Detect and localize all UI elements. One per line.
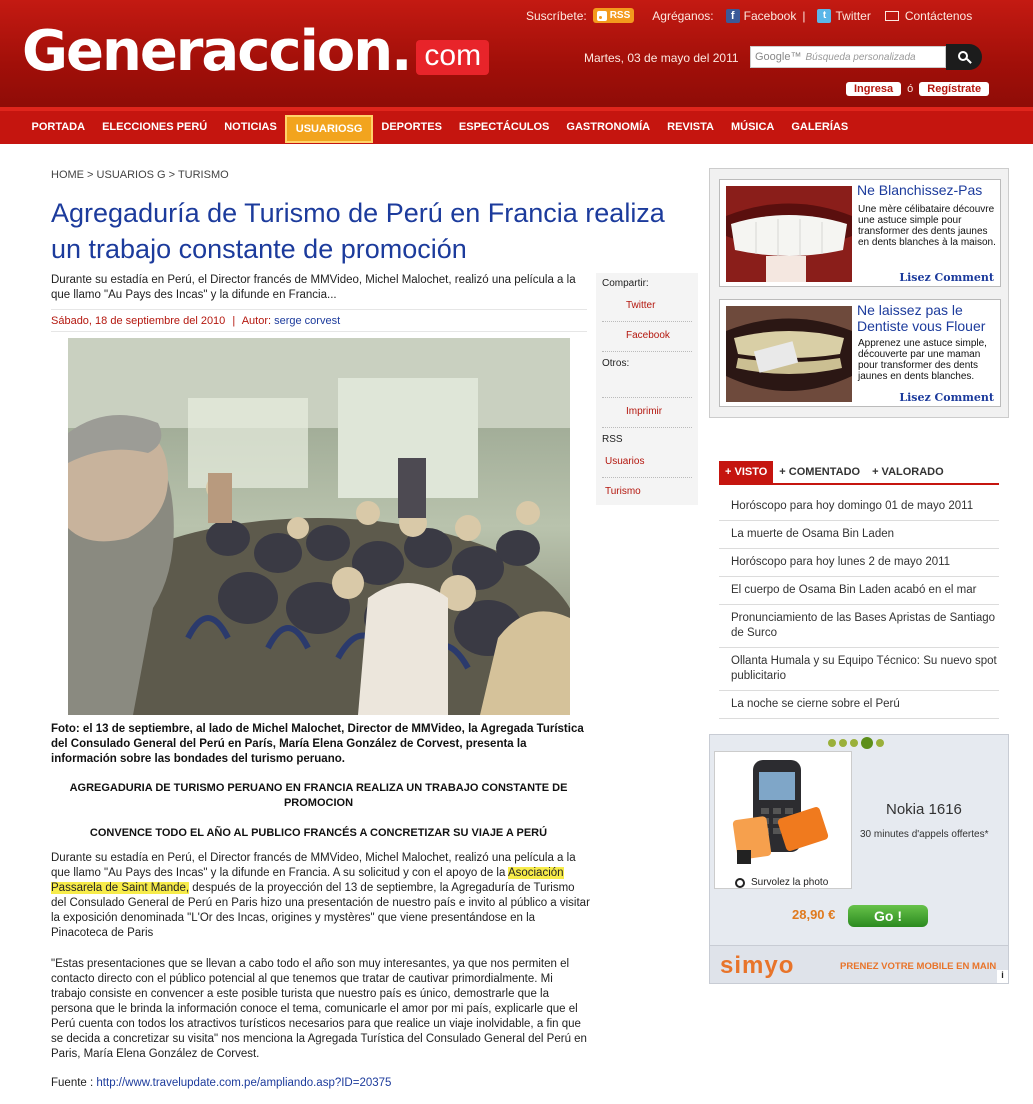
author-link[interactable]: serge corvest <box>274 315 341 327</box>
article-photo <box>68 338 570 715</box>
share-box <box>596 273 698 505</box>
zoom-icon <box>735 878 745 888</box>
tab-comentado[interactable]: + COMENTADO <box>779 465 861 478</box>
contact-label: Contáctenos <box>904 8 973 23</box>
ad-whitening[interactable] <box>719 179 1001 287</box>
ranking-tabs <box>719 460 999 485</box>
list-item[interactable]: Pronunciamiento de las Bases Apristas de Santiago de Surco <box>719 605 999 648</box>
ad-footer <box>710 945 1009 984</box>
nav-item-gastronomia[interactable]: GASTRONOMÍA <box>566 121 651 133</box>
carousel-dot[interactable] <box>839 739 847 747</box>
list-item[interactable]: La noche se cierne sobre el Perú <box>719 691 999 719</box>
main-nav <box>0 107 1033 144</box>
rss-tourism-link[interactable]: Turismo <box>605 486 641 497</box>
zoom-label: Survolez la photo <box>751 877 829 888</box>
google-label: Google™ <box>755 51 802 63</box>
list-item[interactable]: Horóscopo para hoy domingo 01 de mayo 2011 <box>719 493 999 521</box>
share-facebook-link[interactable]: Facebook <box>602 322 692 352</box>
facebook-icon: f <box>726 9 740 23</box>
logo-dot: . <box>391 19 411 84</box>
nav-item-elecciones[interactable]: ELECCIONES PERÚ <box>102 121 208 133</box>
simyo-logo: simyo <box>720 952 795 979</box>
article-lead: Durante su estadía en Perú, el Director francés de MMVideo, Michel Malochet, realizó una película a la que llamo "Au Pays des Incas" y la difunde en Francia... <box>51 274 576 301</box>
carousel-dot-active[interactable] <box>861 737 873 749</box>
share-divider <box>602 372 692 398</box>
author-label: Autor: <box>241 315 272 327</box>
site-logo[interactable] <box>22 19 489 84</box>
paragraph-1-text-a: Durante su estadía en Perú, el Director francés de MMVideo, Michel Malochet, realizó una película a la que llamo "Au Pays des Incas" y la difunde en Francia. A su solicitud y con el apoyo de la <box>51 852 576 879</box>
article-source <box>51 1077 391 1089</box>
photo-illustration <box>68 338 570 715</box>
contact-link[interactable] <box>885 9 972 23</box>
twitter-link[interactable] <box>817 9 870 23</box>
nav-item-espectaculos[interactable]: ESPECTÁCULOS <box>458 121 550 133</box>
highlighted-text: Asociación Passarela de Saint Mande, <box>51 867 564 894</box>
article-title: Agregaduría de Turismo de Perú en Francia realiza un trabajo constante de promoción <box>51 198 665 264</box>
nav-item-portada[interactable]: PORTADA <box>31 121 86 133</box>
zoom-hint <box>735 877 828 888</box>
go-button[interactable]: Go ! <box>848 905 928 927</box>
carousel-dots <box>828 739 887 749</box>
or-label: ó <box>907 83 914 95</box>
carousel-dot[interactable] <box>876 739 884 747</box>
article-paragraph-1 <box>51 851 591 941</box>
phone-image <box>714 751 852 889</box>
ad-info-icon[interactable]: i <box>997 970 1008 983</box>
others-label: Otros: <box>602 358 630 369</box>
phone-illustration <box>715 752 853 870</box>
logo-word: Generaccion <box>22 19 392 84</box>
nav-item-galerias[interactable]: GALERÍAS <box>791 121 849 133</box>
rss-button[interactable] <box>593 8 635 23</box>
rss-users-link[interactable]: Usuarios <box>602 448 692 478</box>
ad-block <box>709 168 1009 418</box>
article-paragraph-2: "Estas presentaciones que se llevan a cabo todo el año son muy interesantes, ya que nos permiten el contacto directo con el público potencial al que tenemos que tratar de cautivar primordialmente. Mi trabajo consiste en convencer a este posible turista que nuestro país es único, demostrarle que la persona que le brinda la información conoce el tema, comunicarle el amor por mi país, explicarle que el Perú cuenta con todos los atractivos turísticos necesarios para que realice un viaje inolvidable, a fin que se decida a concretizar su visita" nos menciona la Agregada Turística del Consulado General del Perú en Paris, María Elena González de Corvest. <box>51 958 587 1060</box>
facebook-link[interactable] <box>726 9 797 23</box>
top-links-bar <box>526 8 972 23</box>
ad-title: Ne laissez pas le Dentiste vous Flouer <box>857 302 986 334</box>
source-link[interactable]: http://www.travelupdate.com.pe/ampliando.asp?ID=20375 <box>96 1077 392 1089</box>
ad-cta[interactable]: Lisez Comment <box>899 271 994 284</box>
share-twitter-link[interactable]: Twitter <box>602 292 692 322</box>
logo-tld: com <box>416 40 489 75</box>
phone-price: 28,90 € <box>792 907 836 922</box>
search-icon <box>958 51 968 61</box>
subscribe-label: Suscríbete: <box>526 8 587 23</box>
phone-model: Nokia 1616 <box>886 801 962 818</box>
teeth-image <box>726 186 852 282</box>
ad-image-mouth <box>726 306 852 402</box>
article-subhead-1: AGREGADURIA DE TURISMO PERUANO EN FRANCIA REALIZA UN TRABAJO CONSTANTE DE PROMOCION <box>69 782 568 809</box>
register-button[interactable]: Regístrate <box>919 82 989 96</box>
nav-item-revista[interactable]: REVISTA <box>667 121 714 133</box>
tab-visto[interactable]: + VISTO <box>719 461 773 483</box>
current-date: Martes, 03 de mayo del 2011 <box>584 51 739 65</box>
site-header <box>0 0 1033 107</box>
rss-feeds-label: RSS <box>602 434 623 445</box>
list-item[interactable]: Horóscopo para hoy lunes 2 de mayo 2011 <box>719 549 999 577</box>
meta-separator: | <box>232 315 236 327</box>
phone-offer: 30 minutes d'appels offertes* <box>860 829 989 840</box>
list-item[interactable]: La muerte de Osama Bin Laden <box>719 521 999 549</box>
twitter-icon: t <box>817 9 831 23</box>
twitter-label: Twitter <box>835 8 871 23</box>
source-label: Fuente : <box>51 1077 94 1089</box>
ad-title: Ne Blanchissez-Pas <box>857 182 983 198</box>
paragraph-1-text-b: después de la proyección del 13 de septiembre, la Agregaduría de Turismo del Consulado General de Perú en Paris hizo una presentación de nuestro país e invito al público a visitar la exposición denominada "L'Or des Incas, origines y mystères" que viene presentándose en la Pinacoteca de Paris <box>51 882 590 939</box>
nav-item-deportes[interactable]: DEPORTES <box>381 121 442 133</box>
most-viewed-list <box>719 493 999 719</box>
rss-icon <box>597 11 607 21</box>
carousel-dot[interactable] <box>850 739 858 747</box>
facebook-label: Facebook <box>743 8 797 23</box>
auth-bar <box>846 82 989 96</box>
mail-icon <box>885 11 899 21</box>
nav-item-noticias[interactable]: NOTICIAS <box>224 121 277 133</box>
nokia-ad[interactable] <box>709 734 1009 984</box>
rss-label: RSS <box>609 10 631 21</box>
ad-text: Apprenez une astuce simple, découverte par une maman pour transformer des dents jaunes en dents blanches. <box>858 338 987 382</box>
search-input[interactable] <box>750 46 946 68</box>
article-date: Sábado, 18 de septiembre del 2010 <box>51 315 226 327</box>
ad-image-teeth <box>726 186 852 282</box>
carousel-dot[interactable] <box>828 739 836 747</box>
print-link[interactable]: Imprimir <box>602 398 692 428</box>
ad-tagline: PRENEZ VOTRE MOBILE EN MAIN <box>840 961 997 972</box>
list-item[interactable]: Ollanta Humala y su Equipo Técnico: Su nuevo spot publicitario <box>719 648 999 691</box>
article-meta <box>51 309 587 332</box>
list-item[interactable]: El cuerpo de Osama Bin Laden acabó en el mar <box>719 577 999 605</box>
search-button[interactable] <box>946 44 982 70</box>
search-placeholder: Búsqueda personalizada <box>805 51 916 63</box>
separator: | <box>802 8 806 23</box>
article-subhead-2: CONVENCE TODO EL AÑO AL PUBLICO FRANCÉS A CONCRETIZAR SU VIAJE A PERÚ <box>89 827 548 839</box>
ad-cta[interactable]: Lisez Comment <box>899 391 994 404</box>
tab-valorado[interactable]: + VALORADO <box>872 465 944 478</box>
login-button[interactable]: Ingresa <box>846 82 901 96</box>
add-us-label: Agréganos: <box>652 8 714 23</box>
share-label: Compartir: <box>602 278 649 289</box>
mouth-image <box>726 306 852 402</box>
nav-item-musica[interactable]: MÚSICA <box>730 121 775 133</box>
photo-caption: Foto: el 13 de septiembre, al lado de Michel Malochet, Director de MMVideo, la Agregada Turística del Consulado General del Perú en París, María Elena González de Corvest, presenta la información sobre las bondades del turismo peruano. <box>51 723 584 765</box>
ad-text: Une mère célibataire découvre une astuce simple pour transformer des dents jaunes en dents blanches à la maison. <box>858 204 996 248</box>
nav-item-usuariosg[interactable]: USUARIOSG <box>285 115 373 143</box>
breadcrumb[interactable]: HOME > USUARIOS G > TURISMO <box>51 169 229 181</box>
ad-dentist[interactable] <box>719 299 1001 407</box>
